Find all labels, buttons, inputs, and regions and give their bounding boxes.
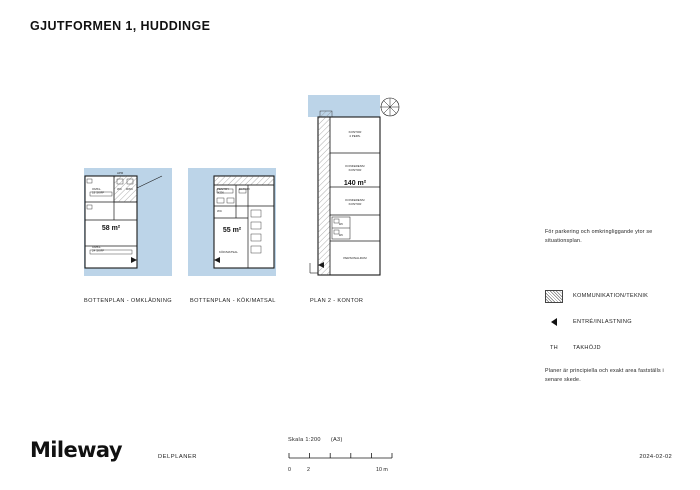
note-principal: Planer är principiella och exakt area fastställs i senare skede. (545, 368, 664, 383)
svg-text:APR: APR (117, 171, 124, 175)
svg-text:KONFERENS/: KONFERENS/ (345, 164, 365, 168)
svg-text:24 SKÅP: 24 SKÅP (92, 248, 105, 253)
scale-graphic (288, 452, 398, 462)
sheet-date: 2024-02-02 (639, 454, 672, 460)
svg-text:KONTOR: KONTOR (348, 130, 362, 134)
svg-text:OMKL.: OMKL. (92, 187, 102, 191)
svg-text:OMKL.: OMKL. (92, 245, 102, 249)
note-parking: För parkering och omkringliggande ytor se situationsplan. (545, 229, 653, 244)
th-text-icon (545, 343, 563, 354)
th-symbol: TH (549, 345, 559, 351)
legend-item-kommunikation (545, 288, 680, 304)
svg-text:PERSONALRUM: PERSONALRUM (343, 256, 367, 260)
plan-2-kontor (308, 95, 418, 280)
svg-text:KONFERENS/: KONFERENS/ (345, 198, 365, 202)
plan-caption-kok-matsal: BOTTENPLAN - KÖK/MATSAL (190, 298, 276, 304)
svg-text:ELRUM: ELRUM (239, 187, 250, 191)
svg-text:WC: WC (117, 187, 122, 191)
legend-label-kommunikation: KOMMUNIKATION/TEKNIK (573, 293, 649, 299)
scale-tick-labels (288, 467, 408, 475)
svg-text:58 m²: 58 m² (101, 225, 121, 232)
legend-label-entre: ENTRÉ/INLASTNING (573, 319, 632, 325)
svg-text:WC: WC (338, 234, 344, 237)
hatch-pattern-icon (545, 291, 563, 302)
svg-text:18 SKÅP: 18 SKÅP (92, 190, 105, 195)
scale-tick-1: 2 (307, 467, 310, 473)
svg-text:/KÖK: /KÖK (217, 190, 225, 195)
svg-text:KONTOR: KONTOR (348, 202, 362, 206)
scale-ratio: Skala 1:200 (288, 437, 321, 443)
plan-bottenplan-kok-matsal (188, 168, 276, 276)
legend-label-takhojd: TAKHÖJD (573, 345, 601, 351)
svg-text:WC: WC (338, 223, 344, 226)
legend-item-takhojd (545, 340, 680, 356)
legend (545, 288, 680, 366)
page-title: GJUTFORMEN 1, HUDDINGE (30, 19, 211, 33)
plan-caption-omkladning: BOTTENPLAN - OMKLÄDNING (84, 298, 172, 304)
svg-text:PENTRY: PENTRY (217, 187, 230, 191)
mileway-logo: Mileway (30, 438, 122, 462)
svg-text:KONTOR: KONTOR (348, 168, 362, 172)
svg-text:WC: WC (217, 209, 222, 213)
scale-tick-0: 0 (288, 467, 291, 473)
svg-text:RWC: RWC (126, 187, 134, 191)
plan-bottenplan-omkladning (84, 168, 172, 276)
scale-text (288, 437, 408, 443)
scale-format: (A3) (330, 437, 343, 443)
svg-text:KÖK/MATSAL: KÖK/MATSAL (219, 250, 238, 254)
svg-text:4 PERS.: 4 PERS. (349, 134, 361, 138)
svg-text:140 m²: 140 m² (343, 180, 367, 187)
sheet-label: DELPLANER (158, 454, 197, 460)
triangle-left-icon (545, 317, 563, 328)
svg-text:55 m²: 55 m² (222, 227, 242, 234)
legend-item-entre (545, 314, 680, 330)
scale-tick-2: 10 m (376, 467, 388, 473)
plan-caption-plan2-kontor: PLAN 2 - KONTOR (310, 298, 364, 304)
scale-bar (288, 437, 408, 475)
